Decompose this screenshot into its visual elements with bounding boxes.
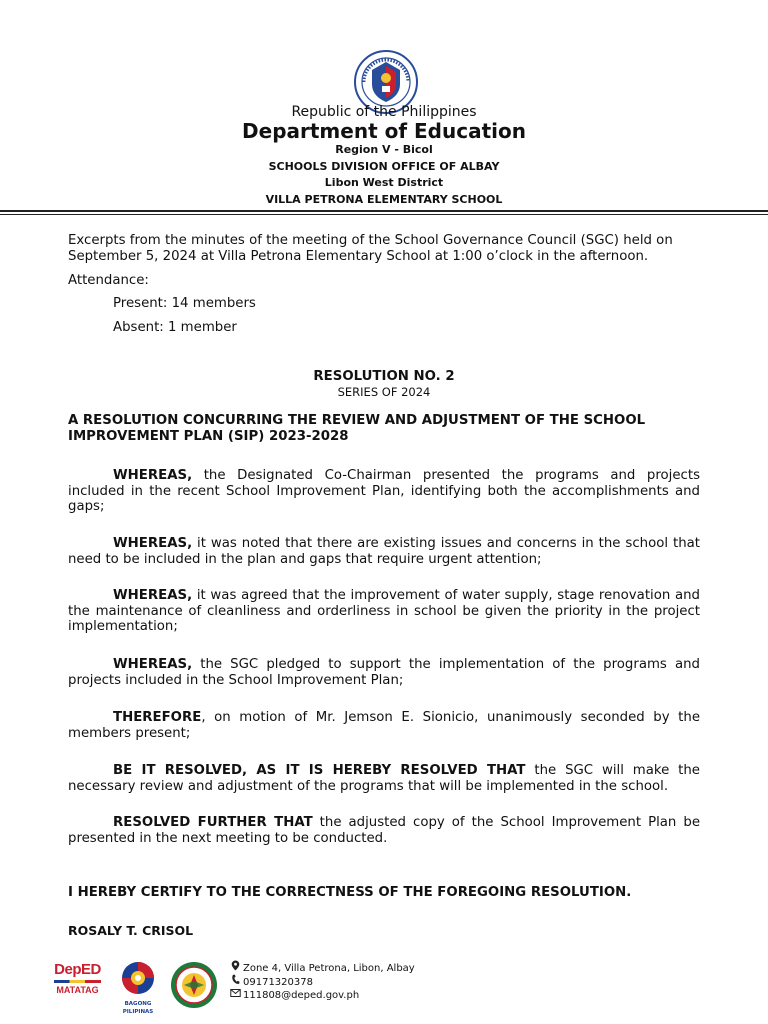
logo-stripe <box>54 980 101 983</box>
clause-lead: RESOLVED FURTHER THAT <box>113 815 313 830</box>
clause-therefore <box>68 710 700 741</box>
clause-text: the adjusted copy of the School Improvement Plan be presented in the next meeting to be conducted. <box>68 815 700 846</box>
header-divider-thin <box>0 214 768 215</box>
intro-paragraph: Excerpts from the minutes of the meeting of the School Governance Council (SGC) held on September 5, 2024 at Villa Petrona Elementary School at 1:00 o’clock in the afternoon. <box>68 233 673 264</box>
clause-resolved-further <box>68 815 700 846</box>
bagong-pilipinas-logo <box>112 960 164 1015</box>
department-name: Department of Education <box>242 119 526 143</box>
footer-email-row <box>230 988 359 1003</box>
clause-be-it-resolved <box>68 763 700 794</box>
clause-whereas-4 <box>68 657 700 688</box>
deped-wordmark: DepED <box>54 961 101 978</box>
clause-whereas-3 <box>68 588 700 635</box>
clause-text: the SGC pledged to support the implementation of the programs and projects included in the School Improvement Plan; <box>68 657 700 688</box>
clause-lead: BE IT RESOLVED, AS IT IS HEREBY RESOLVED THAT <box>113 763 526 778</box>
footer-address: Zone 4, Villa Petrona, Libon, Albay <box>243 963 415 974</box>
clause-text: , on motion of Mr. Jemson E. Sionicio, unanimously seconded by the members present; <box>68 710 700 741</box>
country-name: Republic of the Philippines <box>291 104 477 120</box>
resolution-number: RESOLUTION NO. 2 <box>313 369 455 384</box>
certification-statement: I HEREBY CERTIFY TO THE CORRECTNESS OF THE FOREGOING RESOLUTION. <box>68 885 632 900</box>
clause-text: it was noted that there are existing issues and concerns in the school that need to be included in the plan and gaps that require urgent attention; <box>68 536 700 567</box>
bagong-pilipinas-text: BAGONG PILIPINAS <box>122 1001 154 1015</box>
signatory-name: ROSALY T. CRISOL <box>68 923 194 938</box>
resolution-series: SERIES OF 2024 <box>337 385 431 399</box>
school-seal-logo <box>170 961 218 1009</box>
district-name: Libon West District <box>324 176 444 189</box>
clause-text: the SGC will make the necessary review and adjustment of the programs that will be implemented in the school. <box>68 763 700 794</box>
clause-lead: WHEREAS, <box>113 588 193 603</box>
division-name: SCHOOLS DIVISION OFFICE OF ALBAY <box>268 160 500 173</box>
clause-lead: WHEREAS, <box>113 468 193 483</box>
deped-matatag-logo <box>50 962 105 1006</box>
clause-whereas-1 <box>68 468 700 515</box>
email-icon <box>230 988 241 1003</box>
footer-email[interactable]: 111808@deped.gov.ph <box>243 990 360 1001</box>
region-name: Region V - Bicol <box>335 143 433 156</box>
matatag-wordmark: MATATAG <box>56 985 99 995</box>
clause-lead: THEREFORE <box>113 710 202 725</box>
attendance-absent: Absent: 1 member <box>113 320 237 335</box>
clause-whereas-2 <box>68 536 700 567</box>
attendance-label: Attendance: <box>68 273 149 288</box>
clause-lead: WHEREAS, <box>113 536 193 551</box>
attendance-present: Present: 14 members <box>113 296 256 311</box>
school-name: VILLA PETRONA ELEMENTARY SCHOOL <box>265 193 503 206</box>
footer-phone: 09171320378 <box>243 977 313 988</box>
header-divider <box>0 210 768 212</box>
clause-text: the Designated Co-Chairman presented the programs and projects included in the recent School Improvement Plan, identifying both the accomplishments and gaps; <box>68 468 700 514</box>
resolution-title: A RESOLUTION CONCURRING THE REVIEW AND ADJUSTMENT OF THE SCHOOL IMPROVEMENT PLAN (SIP) 2023-2028 <box>68 413 646 444</box>
clause-text: it was agreed that the improvement of water supply, stage renovation and the maintenance of cleanliness and orderliness in school be given the priority in the project implementation; <box>68 588 700 634</box>
clause-lead: WHEREAS, <box>113 657 193 672</box>
